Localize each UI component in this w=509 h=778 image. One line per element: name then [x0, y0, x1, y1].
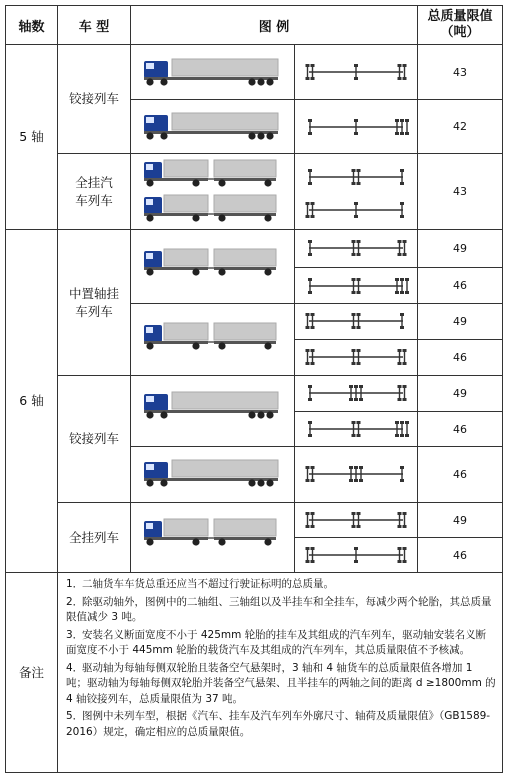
tire-icon: [311, 362, 315, 365]
tire-icon: [400, 421, 404, 424]
tire-icon: [306, 512, 310, 515]
remark-item: 4．驱动轴为每轴每侧双轮胎且装备空气悬架时，3 轴和 4 轴货车的总质量限值各增加 1 吨；驱动轴为每轴每侧双轮胎并装备空气悬架、且半挂车的两轴之间的距离 d ≥1800mm 的 4 轴铰接列车，总质量限值为 37 吨。: [66, 661, 496, 705]
mass-value: 49: [417, 502, 503, 538]
tire-icon: [352, 421, 356, 424]
tire-icon: [306, 202, 310, 205]
tire-icon: [352, 525, 356, 528]
cargo-box-icon: [164, 323, 208, 340]
header-max-total-mass: 总质量限值（吨）: [417, 5, 503, 45]
tire-icon: [359, 479, 363, 482]
tire-icon: [403, 512, 407, 515]
tire-icon: [357, 512, 361, 515]
wheel-icon: [146, 132, 153, 139]
remark-item: 1．二轴货车车货总重还应当不超过行驶证标明的总质量。: [66, 578, 334, 590]
tire-icon: [352, 240, 356, 243]
tire-icon: [349, 398, 353, 401]
wheel-icon: [160, 132, 167, 139]
wheel-icon: [257, 411, 264, 418]
tire-icon: [306, 525, 310, 528]
tire-icon: [306, 547, 310, 550]
wheel-icon: [218, 342, 225, 349]
tire-icon: [405, 119, 409, 122]
tire-icon: [306, 215, 310, 218]
mass-value: 42: [417, 99, 503, 154]
header-vehicle-type: 车 型: [57, 5, 131, 45]
tire-icon: [398, 253, 402, 256]
tire-icon: [395, 119, 399, 122]
tire-icon: [306, 77, 310, 80]
tire-icon: [398, 385, 402, 388]
tire-icon: [354, 466, 358, 469]
trailer-icon: [214, 195, 276, 212]
tire-icon: [398, 512, 402, 515]
tire-icon: [357, 525, 361, 528]
wheel-icon: [146, 342, 153, 349]
tire-icon: [398, 362, 402, 365]
remark-item: 3．安装名义断面宽度不小于 425mm 轮胎的挂车及其组成的汽车列车，驱动轴安装名义断面宽度不小于 445mm 轮胎的载货汽车及其组成的汽车列车，其总质量限值不予核减。: [66, 628, 487, 656]
tire-icon: [311, 512, 315, 515]
tire-icon: [311, 202, 315, 205]
axle-mass-limit-table: [5, 5, 503, 773]
tire-icon: [354, 202, 358, 205]
group-6-axle-label: 6 轴: [5, 229, 58, 573]
tire-icon: [349, 385, 353, 388]
wheel-icon: [248, 411, 255, 418]
tire-icon: [403, 349, 407, 352]
tire-icon: [398, 525, 402, 528]
tire-icon: [352, 349, 356, 352]
wheel-icon: [146, 411, 153, 418]
tire-icon: [400, 479, 404, 482]
tire-icon: [403, 547, 407, 550]
mass-value: 46: [417, 339, 503, 376]
wheel-icon: [264, 342, 271, 349]
tire-icon: [398, 64, 402, 67]
tire-icon: [400, 119, 404, 122]
header-axle-count: 轴数: [5, 5, 58, 45]
tire-icon: [308, 385, 312, 388]
wheel-icon: [146, 538, 153, 545]
tire-icon: [357, 326, 361, 329]
tire-icon: [405, 434, 409, 437]
wheel-icon: [264, 214, 271, 221]
tire-icon: [308, 253, 312, 256]
tire-icon: [352, 362, 356, 365]
cargo-box-icon: [164, 519, 208, 536]
tire-icon: [400, 182, 404, 185]
tire-icon: [398, 560, 402, 563]
tire-icon: [357, 434, 361, 437]
tire-icon: [398, 240, 402, 243]
tire-icon: [311, 479, 315, 482]
tire-icon: [354, 77, 358, 80]
tire-icon: [354, 547, 358, 550]
tire-icon: [359, 466, 363, 469]
tire-icon: [308, 132, 312, 135]
wheel-icon: [146, 479, 153, 486]
tire-icon: [398, 349, 402, 352]
tire-icon: [400, 215, 404, 218]
type-articulated-6: 铰接列车: [57, 375, 131, 503]
tire-icon: [403, 64, 407, 67]
remark-item: 2．除驱动轴外，图例中的二轴组、三轴组以及半挂车和全挂车，每减少两个轮胎，其总质量限值减少 3 吨。: [66, 595, 492, 623]
tire-icon: [308, 421, 312, 424]
wheel-icon: [266, 479, 273, 486]
tire-icon: [308, 119, 312, 122]
mass-value: 46: [417, 537, 503, 573]
wheel-icon: [218, 538, 225, 545]
tire-icon: [400, 278, 404, 281]
wheel-icon: [248, 479, 255, 486]
mass-value: 49: [417, 229, 503, 268]
wheel-icon: [160, 78, 167, 85]
wheel-icon: [264, 538, 271, 545]
wheel-icon: [192, 342, 199, 349]
tire-icon: [357, 291, 361, 294]
trailer-icon: [214, 519, 276, 536]
windshield-icon: [146, 464, 154, 470]
tire-icon: [395, 291, 399, 294]
tire-icon: [400, 132, 404, 135]
tire-icon: [354, 64, 358, 67]
tire-icon: [398, 547, 402, 550]
tire-icon: [357, 278, 361, 281]
tire-icon: [311, 326, 315, 329]
tire-icon: [359, 385, 363, 388]
tire-icon: [357, 362, 361, 365]
trailer-icon: [172, 392, 278, 409]
tire-icon: [354, 385, 358, 388]
type-full-trailer-6: 全挂列车: [57, 502, 131, 573]
tire-icon: [306, 349, 310, 352]
mass-value: 49: [417, 303, 503, 340]
tire-icon: [311, 215, 315, 218]
tire-icon: [359, 398, 363, 401]
tire-icon: [395, 434, 399, 437]
wheel-icon: [218, 214, 225, 221]
header-illustration: 图 例: [130, 5, 418, 45]
tire-icon: [352, 313, 356, 316]
tire-icon: [308, 182, 312, 185]
tire-icon: [357, 313, 361, 316]
tire-icon: [352, 253, 356, 256]
wheel-icon: [264, 268, 271, 275]
tire-icon: [405, 132, 409, 135]
tire-icon: [306, 326, 310, 329]
mass-value: 43: [417, 44, 503, 100]
tire-icon: [357, 253, 361, 256]
tire-icon: [352, 169, 356, 172]
tire-icon: [403, 560, 407, 563]
tire-icon: [352, 326, 356, 329]
wheel-icon: [248, 132, 255, 139]
mass-value: 46: [417, 267, 503, 304]
windshield-icon: [146, 253, 153, 259]
mass-value: 43: [417, 153, 503, 230]
tire-icon: [395, 132, 399, 135]
tire-icon: [395, 278, 399, 281]
tire-icon: [403, 77, 407, 80]
wheel-icon: [160, 479, 167, 486]
wheel-icon: [146, 214, 153, 221]
tire-icon: [311, 466, 315, 469]
trailer-icon: [214, 160, 276, 177]
tire-icon: [354, 132, 358, 135]
type-center-axle-trailer-6: 中置轴挂车列车: [57, 229, 131, 376]
tire-icon: [311, 560, 315, 563]
tire-icon: [311, 547, 315, 550]
group-5-axle-label: 5 轴: [5, 44, 58, 230]
tire-icon: [354, 215, 358, 218]
windshield-icon: [146, 117, 154, 123]
wheel-icon: [218, 268, 225, 275]
tire-icon: [311, 313, 315, 316]
mass-value: 46: [417, 411, 503, 447]
tire-icon: [308, 169, 312, 172]
windshield-icon: [146, 164, 153, 170]
wheel-icon: [192, 179, 199, 186]
tire-icon: [352, 512, 356, 515]
tire-icon: [400, 169, 404, 172]
cargo-box-icon: [164, 249, 208, 266]
tire-icon: [400, 313, 404, 316]
tire-icon: [311, 349, 315, 352]
wheel-icon: [257, 479, 264, 486]
tire-icon: [400, 466, 404, 469]
tire-icon: [354, 398, 358, 401]
remark-item: 5．图例中未列车型，根据《汽车、挂车及汽车列车外廓尺寸、轴荷及质量限值》（GB1589-2016）规定，确定相应的总质量限值。: [66, 710, 491, 738]
wheel-icon: [257, 132, 264, 139]
tire-icon: [352, 434, 356, 437]
tire-icon: [357, 240, 361, 243]
wheel-icon: [266, 78, 273, 85]
trailer-icon: [172, 460, 278, 477]
trailer-icon: [172, 113, 278, 130]
tire-icon: [308, 278, 312, 281]
tire-icon: [311, 525, 315, 528]
windshield-icon: [146, 523, 153, 529]
tire-icon: [311, 64, 315, 67]
tire-icon: [400, 434, 404, 437]
wheel-icon: [248, 78, 255, 85]
wheel-icon: [192, 268, 199, 275]
tire-icon: [354, 479, 358, 482]
tire-icon: [405, 421, 409, 424]
tire-icon: [349, 466, 353, 469]
tire-icon: [308, 240, 312, 243]
wheel-icon: [146, 268, 153, 275]
tire-icon: [403, 362, 407, 365]
tire-icon: [403, 525, 407, 528]
windshield-icon: [146, 327, 153, 333]
tire-icon: [395, 421, 399, 424]
tire-icon: [403, 240, 407, 243]
tire-icon: [352, 182, 356, 185]
tire-icon: [403, 385, 407, 388]
tire-icon: [349, 479, 353, 482]
windshield-icon: [146, 396, 154, 402]
tire-icon: [357, 349, 361, 352]
tire-icon: [308, 434, 312, 437]
tire-icon: [311, 77, 315, 80]
tire-icon: [308, 291, 312, 294]
tire-icon: [403, 253, 407, 256]
wheel-icon: [264, 179, 271, 186]
tire-icon: [306, 362, 310, 365]
tire-icon: [352, 291, 356, 294]
wheel-icon: [146, 78, 153, 85]
tire-icon: [354, 119, 358, 122]
tire-icon: [357, 421, 361, 424]
tire-icon: [398, 77, 402, 80]
tire-icon: [306, 313, 310, 316]
mass-value: 49: [417, 375, 503, 412]
trailer-icon: [214, 249, 276, 266]
tire-icon: [354, 560, 358, 563]
wheel-icon: [266, 132, 273, 139]
windshield-icon: [146, 63, 154, 69]
tire-icon: [352, 278, 356, 281]
type-full-trailer-5: 全挂汽车列车: [57, 153, 131, 230]
tire-icon: [308, 398, 312, 401]
tire-icon: [400, 326, 404, 329]
wheel-icon: [257, 78, 264, 85]
tire-icon: [306, 64, 310, 67]
trailer-icon: [214, 323, 276, 340]
tire-icon: [405, 278, 409, 281]
tire-icon: [403, 398, 407, 401]
tire-icon: [306, 479, 310, 482]
type-articulated-5: 铰接列车: [57, 44, 131, 154]
tire-icon: [357, 182, 361, 185]
trailer-icon: [172, 59, 278, 76]
tire-icon: [405, 291, 409, 294]
tire-icon: [306, 466, 310, 469]
wheel-icon: [160, 411, 167, 418]
tire-icon: [400, 202, 404, 205]
wheel-icon: [218, 179, 225, 186]
wheel-icon: [192, 214, 199, 221]
wheel-icon: [146, 179, 153, 186]
cargo-box-icon: [164, 195, 208, 212]
tire-icon: [400, 291, 404, 294]
tire-icon: [357, 169, 361, 172]
tire-icon: [306, 560, 310, 563]
wheel-icon: [192, 538, 199, 545]
tire-icon: [398, 398, 402, 401]
remarks-label: 备注: [5, 572, 58, 773]
cargo-box-icon: [164, 160, 208, 177]
wheel-icon: [266, 411, 273, 418]
vehicle-illustrations: [5, 5, 503, 773]
mass-value: 46: [417, 446, 503, 503]
windshield-icon: [146, 199, 153, 205]
